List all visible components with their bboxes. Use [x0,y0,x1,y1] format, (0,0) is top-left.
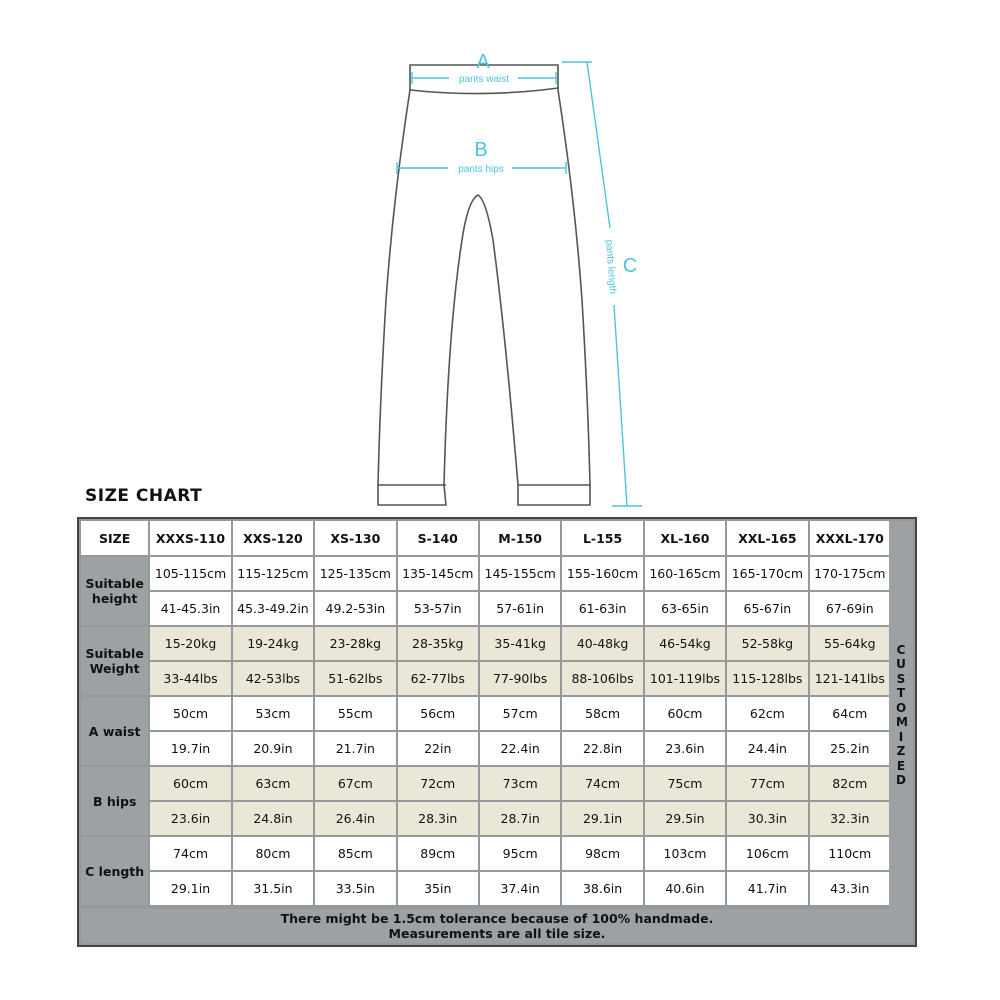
measurement-row [81,872,890,905]
measurement-cell: 32.3in [810,802,890,835]
measurement-cell: 29.5in [645,802,725,835]
measurement-cell: 41-45.3in [150,592,230,625]
measurement-cell: 20.9in [233,732,313,765]
measurement-cell: 35-41kg [480,627,560,660]
measurement-cell: 170-175cm [810,557,890,590]
measurement-cell: 19-24kg [233,627,313,660]
size-chart-title: SIZE CHART [85,486,203,506]
measurement-cell: 145-155cm [480,557,560,590]
measurement-row [81,697,890,730]
size-chart-body [81,521,890,905]
measurement-cell: 101-119lbs [645,662,725,695]
measurement-cell: 67cm [315,767,395,800]
measurement-cell: 46-54kg [645,627,725,660]
measurement-cell: 106cm [727,837,807,870]
size-column-header: S-140 [398,521,478,555]
customized-letters: CUSTOMIZED [896,642,908,787]
size-header-row [81,521,890,555]
measurement-cell: 95cm [480,837,560,870]
measurement-cell: 63cm [233,767,313,800]
measurement-cell: 63-65in [645,592,725,625]
measurement-cell: 29.1in [562,802,642,835]
measurement-cell: 40.6in [645,872,725,905]
size-header-label: SIZE [81,521,148,555]
measurement-cell: 110cm [810,837,890,870]
measurement-cell: 85cm [315,837,395,870]
measurement-cell: 45.3-49.2in [233,592,313,625]
measurement-cell: 155-160cm [562,557,642,590]
label-a-caption: pants waist [458,74,510,85]
measurement-cell: 30.3in [727,802,807,835]
measurement-cell: 67-69in [810,592,890,625]
measurement-cell: 103cm [645,837,725,870]
measurement-cell: 52-58kg [727,627,807,660]
measurement-cell: 57cm [480,697,560,730]
measurement-cell: 58cm [562,697,642,730]
measurement-cell: 24.4in [727,732,807,765]
row-group-label: A waist [81,697,148,765]
measurement-cell: 22.4in [480,732,560,765]
measurement-cell: 55-64kg [810,627,890,660]
measurement-cell: 37.4in [480,872,560,905]
row-group-label: Suitable height [81,557,148,625]
measurement-cell: 56cm [398,697,478,730]
measurement-cell: 75cm [645,767,725,800]
measurement-cell: 24.8in [233,802,313,835]
measurement-cell: 115-125cm [233,557,313,590]
measurement-cell: 77cm [727,767,807,800]
measurement-row [81,557,890,590]
customized-side-label [889,521,913,909]
measurement-cell: 40-48kg [562,627,642,660]
measurement-cell: 35in [398,872,478,905]
measurement-cell: 65-67in [727,592,807,625]
size-column-header: L-155 [562,521,642,555]
measurement-cell: 82cm [810,767,890,800]
size-column-header: XS-130 [315,521,395,555]
measurement-cell: 51-62lbs [315,662,395,695]
measurement-cell: 31.5in [233,872,313,905]
measurement-cell: 22in [398,732,478,765]
measurement-cell: 43.3in [810,872,890,905]
measurement-cell: 115-128lbs [727,662,807,695]
measurement-cell: 98cm [562,837,642,870]
row-group-label: B hips [81,767,148,835]
measurement-cell: 41.7in [727,872,807,905]
measurement-cell: 88-106lbs [562,662,642,695]
measurement-cell: 60cm [645,697,725,730]
size-chart-table [79,519,892,907]
measurement-row [81,592,890,625]
measurement-cell: 23.6in [645,732,725,765]
pants-outline [378,65,590,505]
measurement-cell: 28.7in [480,802,560,835]
measurement-row [81,837,890,870]
row-group-label: C length [81,837,148,905]
measurement-cell: 28.3in [398,802,478,835]
measurement-cell: 28-35kg [398,627,478,660]
measurement-cell: 33.5in [315,872,395,905]
measurement-cell: 42-53lbs [233,662,313,695]
measurement-cell: 61-63in [562,592,642,625]
measurement-cell: 74cm [150,837,230,870]
measurement-cell: 38.6in [562,872,642,905]
label-c: C [622,255,638,277]
measurement-row [81,662,890,695]
measurement-cell: 74cm [562,767,642,800]
measurement-row [81,732,890,765]
label-b: B [474,139,488,161]
tolerance-footnote [81,909,913,943]
measurement-cell: 23-28kg [315,627,395,660]
measurement-cell: 53-57in [398,592,478,625]
measurement-cell: 19.7in [150,732,230,765]
measurement-cell: 25.2in [810,732,890,765]
measurement-cell: 21.7in [315,732,395,765]
measurement-cell: 50cm [150,697,230,730]
label-c-caption: pants length [603,239,618,295]
measurement-cell: 160-165cm [645,557,725,590]
label-b-caption: pants hips [458,164,504,175]
row-group-label: Suitable Weight [81,627,148,695]
measurement-cell: 53cm [233,697,313,730]
measurement-cell: 77-90lbs [480,662,560,695]
label-a: A [476,51,490,73]
measurement-cell: 60cm [150,767,230,800]
size-column-header: M-150 [480,521,560,555]
size-column-header: XXL-165 [727,521,807,555]
measurement-cell: 73cm [480,767,560,800]
measurement-cell: 33-44lbs [150,662,230,695]
measurement-cell: 62-77lbs [398,662,478,695]
measurement-cell: 64cm [810,697,890,730]
measurement-cell: 57-61in [480,592,560,625]
measurement-cell: 105-115cm [150,557,230,590]
footnote-line-2: Measurements are all tile size. [388,926,606,941]
size-column-header: XXS-120 [233,521,313,555]
measurement-cell: 22.8in [562,732,642,765]
measurement-cell: 26.4in [315,802,395,835]
measurement-cell: 80cm [233,837,313,870]
measurement-row [81,802,890,835]
measurement-cell: 121-141lbs [810,662,890,695]
measurement-cell: 89cm [398,837,478,870]
measurement-cell: 72cm [398,767,478,800]
measurement-cell: 62cm [727,697,807,730]
measurement-cell: 165-170cm [727,557,807,590]
size-column-header: XXXL-170 [810,521,890,555]
measurement-cell: 49.2-53in [315,592,395,625]
measurement-cell: 23.6in [150,802,230,835]
measurement-cell: 29.1in [150,872,230,905]
footnote-line-1: There might be 1.5cm tolerance because of 100% handmade. [280,911,714,926]
measurement-row [81,767,890,800]
measurement-cell: 15-20kg [150,627,230,660]
size-chart-table-frame [77,517,917,947]
size-column-header: XL-160 [645,521,725,555]
size-column-header: XXXS-110 [150,521,230,555]
measurement-cell: 135-145cm [398,557,478,590]
measurement-row [81,627,890,660]
measurement-cell: 55cm [315,697,395,730]
measurement-cell: 125-135cm [315,557,395,590]
